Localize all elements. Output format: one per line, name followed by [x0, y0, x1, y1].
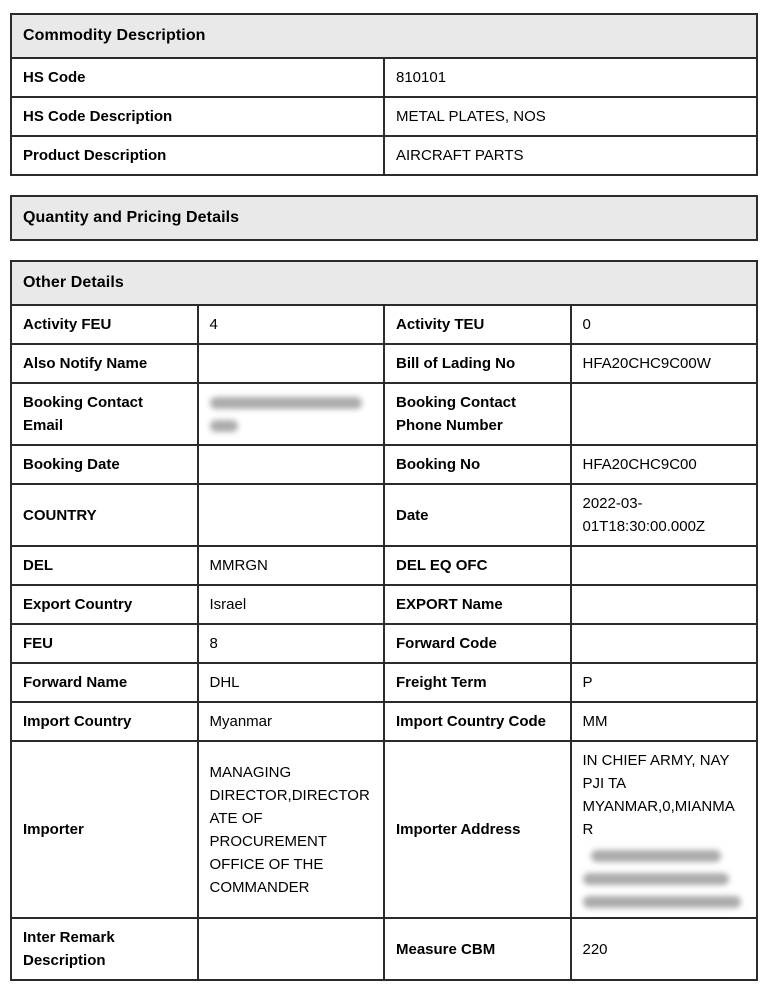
booking-no-value: HFA20CHC9C00 — [571, 445, 758, 484]
table-row — [11, 663, 757, 702]
other-details-section-title: Other Details — [11, 261, 757, 305]
country-label: COUNTRY — [11, 484, 198, 546]
forward-name-label: Forward Name — [11, 663, 198, 702]
redacted-text-bar — [210, 397, 362, 409]
inter-remark-description-label: Inter Remark Description — [11, 918, 198, 980]
hs-code-description-value: METAL PLATES, NOS — [384, 97, 757, 136]
hs-code-value: 810101 — [384, 58, 757, 97]
activity-teu-label: Activity TEU — [384, 305, 571, 344]
table-row — [11, 585, 757, 624]
feu-label: FEU — [11, 624, 198, 663]
del-eq-ofc-label: DEL EQ OFC — [384, 546, 571, 585]
hs-code-description-label: HS Code Description — [11, 97, 384, 136]
table-row — [11, 383, 757, 445]
bill-of-lading-no-value: HFA20CHC9C00W — [571, 344, 758, 383]
import-country-code-value: MM — [571, 702, 758, 741]
quantity-pricing-table — [10, 195, 758, 241]
booking-contact-phone-number-label: Booking Contact Phone Number — [384, 383, 571, 445]
table-row — [11, 918, 757, 980]
del-value: MMRGN — [198, 546, 385, 585]
table-row — [11, 305, 757, 344]
freight-term-label: Freight Term — [384, 663, 571, 702]
import-country-label: Import Country — [11, 702, 198, 741]
redacted-text-bar — [583, 896, 741, 908]
redacted-text-bar — [591, 850, 721, 862]
forward-code-label: Forward Code — [384, 624, 571, 663]
hs-code-label: HS Code — [11, 58, 384, 97]
feu-value: 8 — [198, 624, 385, 663]
table-row — [11, 741, 757, 918]
booking-contact-phone-number-value — [571, 383, 758, 445]
bill-of-lading-no-label: Bill of Lading No — [384, 344, 571, 383]
table-row — [11, 344, 757, 383]
importer-address-text: IN CHIEF ARMY, NAY PJI TA MYANMAR,0,MIANMAR — [582, 752, 735, 838]
section-header-row — [11, 14, 757, 58]
inter-remark-description-value — [198, 918, 385, 980]
also-notify-name-value — [198, 344, 385, 383]
table-row — [11, 484, 757, 546]
section-header-row — [11, 196, 757, 240]
table-row — [11, 624, 757, 663]
forward-code-value — [571, 624, 758, 663]
measure-cbm-label: Measure CBM — [384, 918, 571, 980]
importer-value: MANAGING DIRECTOR,DIRECTORATE OF PROCUREMENT OFFICE OF THE COMMANDER — [198, 741, 385, 918]
measure-cbm-value: 220 — [571, 918, 758, 980]
product-description-label: Product Description — [11, 136, 384, 175]
import-country-value: Myanmar — [198, 702, 385, 741]
export-country-label: Export Country — [11, 585, 198, 624]
activity-feu-value: 4 — [198, 305, 385, 344]
export-name-label: EXPORT Name — [384, 585, 571, 624]
quantity-pricing-section-title: Quantity and Pricing Details — [11, 196, 757, 240]
import-country-code-label: Import Country Code — [384, 702, 571, 741]
export-country-value: Israel — [198, 585, 385, 624]
booking-contact-email-value — [198, 383, 385, 445]
redacted-text-bar — [583, 873, 729, 885]
date-label: Date — [384, 484, 571, 546]
commodity-description-section-title: Commodity Description — [11, 14, 757, 58]
booking-no-label: Booking No — [384, 445, 571, 484]
forward-name-value: DHL — [198, 663, 385, 702]
del-eq-ofc-value — [571, 546, 758, 585]
also-notify-name-label: Also Notify Name — [11, 344, 198, 383]
booking-date-label: Booking Date — [11, 445, 198, 484]
activity-teu-value: 0 — [571, 305, 758, 344]
table-row — [11, 546, 757, 585]
booking-date-value — [198, 445, 385, 484]
redacted-text-bar — [210, 420, 238, 432]
product-description-value: AIRCRAFT PARTS — [384, 136, 757, 175]
freight-term-value: P — [571, 663, 758, 702]
activity-feu-label: Activity FEU — [11, 305, 198, 344]
importer-label: Importer — [11, 741, 198, 918]
booking-contact-email-label: Booking Contact Email — [11, 383, 198, 445]
date-value: 2022-03-01T18:30:00.000Z — [571, 484, 758, 546]
country-value — [198, 484, 385, 546]
commodity-description-table — [10, 13, 758, 176]
table-row — [11, 445, 757, 484]
table-row — [11, 136, 757, 175]
export-name-value — [571, 585, 758, 624]
importer-address-label: Importer Address — [384, 741, 571, 918]
del-label: DEL — [11, 546, 198, 585]
table-row — [11, 58, 757, 97]
other-details-table — [10, 260, 758, 981]
section-header-row — [11, 261, 757, 305]
importer-address-value — [571, 741, 758, 918]
table-row — [11, 97, 757, 136]
table-row — [11, 702, 757, 741]
